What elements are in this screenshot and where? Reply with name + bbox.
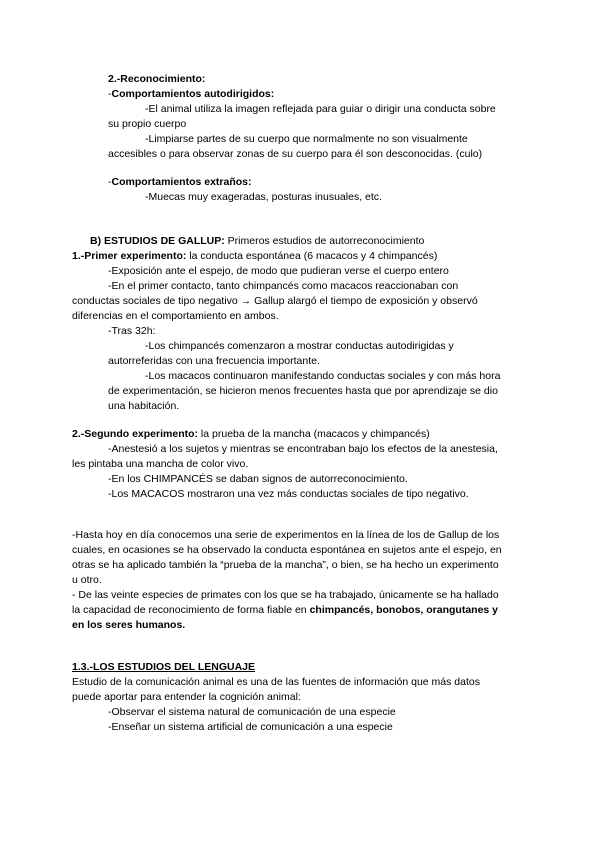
emphasis-text: en los seres humanos. bbox=[72, 619, 186, 631]
text-line: puede aportar para entender la cognición animal: bbox=[72, 691, 301, 703]
text-line: -Los MACACOS mostraron una vez más conductas sociales de tipo negativo. bbox=[108, 488, 469, 500]
emphasis-text: chimpancés, bonobos, orangutanes y bbox=[309, 604, 499, 616]
subheading: Comportamientos autodirigidos: bbox=[111, 88, 275, 100]
text-line: -En el primer contacto, tanto chimpancés como macacos reaccionaban con bbox=[108, 280, 459, 292]
text-line: les pintaba una mancha de color vivo. bbox=[72, 458, 249, 470]
text-line: Estudio de la comunicación animal es una de las fuentes de información que más datos bbox=[72, 676, 480, 688]
subheading-line: -Comportamientos extraños: bbox=[108, 176, 252, 188]
section-heading: 1.3.-LOS ESTUDIOS DEL LENGUAJE bbox=[72, 661, 256, 673]
text-line: -Anestesió a los sujetos y mientras se encontraban bajo los efectos de la anestesia, bbox=[108, 443, 498, 455]
text-line: de experimentación, se hicieron menos frecuentes hasta que por aprendizaje se dio bbox=[108, 385, 498, 397]
text-line: - De las veinte especies de primates con los que se ha trabajado, únicamente se ha hallado bbox=[72, 589, 499, 601]
text-line: otras se ha aplicado también la “prueba de la mancha”, o bien, se ha hecho un experimento bbox=[72, 559, 499, 571]
text-line: conductas sociales de tipo negativo → Gallup alargó el tiempo de exposición y observó bbox=[72, 295, 478, 307]
text-line: accesibles o para observar zonas de su cuerpo para él son desconocidas. (culo) bbox=[108, 148, 483, 160]
text-line: u otro. bbox=[72, 574, 102, 586]
text-line: -Limpiarse partes de su cuerpo que normalmente no son visualmente bbox=[145, 133, 468, 145]
section-heading-line bbox=[90, 234, 424, 249]
text-line: -Observar el sistema natural de comunicación de una especie bbox=[108, 706, 396, 718]
text-line: su propio cuerpo bbox=[108, 118, 187, 130]
experiment-heading-line bbox=[72, 249, 437, 264]
section-heading: 2.-Reconocimiento: bbox=[108, 73, 206, 85]
experiment-label: 2.-Segundo experimento: bbox=[72, 428, 199, 440]
text-line: -Exposición ante el espejo, de modo que pudieran verse el cuerpo entero bbox=[108, 265, 449, 277]
experiment-desc: la prueba de la mancha (macacos y chimpancés) bbox=[198, 428, 430, 440]
text-line: -Enseñar un sistema artificial de comunicación a una especie bbox=[108, 721, 393, 733]
text-line: -En los CHIMPANCÉS se daban signos de autorreconocimiento. bbox=[108, 473, 408, 485]
experiment-desc: la conducta espontánea (6 macacos y 4 chimpancés) bbox=[186, 250, 438, 262]
text-line: -Muecas muy exageradas, posturas inusuales, etc. bbox=[145, 191, 382, 203]
text-line: -Los macacos continuaron manifestando conductas sociales y con más hora bbox=[145, 370, 501, 382]
text-line: una habitación. bbox=[108, 400, 180, 412]
text-line: -Los chimpancés comenzaron a mostrar conductas autodirigidas y bbox=[145, 340, 454, 352]
text-span: la capacidad de reconocimiento de forma fiable en bbox=[72, 604, 310, 616]
experiment-heading-line bbox=[72, 427, 430, 442]
section-heading: B) ESTUDIOS DE GALLUP: bbox=[90, 235, 225, 247]
experiment-label: 1.-Primer experimento: bbox=[72, 250, 187, 262]
text-line bbox=[72, 603, 498, 618]
text-line: -Hasta hoy en día conocemos una serie de experimentos en la línea de los de Gallup de los bbox=[72, 529, 500, 541]
text-line: -Tras 32h: bbox=[108, 325, 156, 337]
text-line: cuales, en ocasiones se ha observado la conducta espontánea en sujetos ante el espejo, en bbox=[72, 544, 502, 556]
text-line: -El animal utiliza la imagen reflejada para guiar o dirigir una conducta sobre bbox=[145, 103, 496, 115]
subheading-line: -Comportamientos autodirigidos: bbox=[108, 88, 275, 100]
subheading: Comportamientos extraños: bbox=[111, 176, 252, 188]
text-line: autorreferidas con una frecuencia importante. bbox=[108, 355, 320, 367]
text-line: diferencias en el comportamiento en ambos. bbox=[72, 310, 279, 322]
section-heading-desc: Primeros estudios de autorreconocimiento bbox=[224, 235, 425, 247]
